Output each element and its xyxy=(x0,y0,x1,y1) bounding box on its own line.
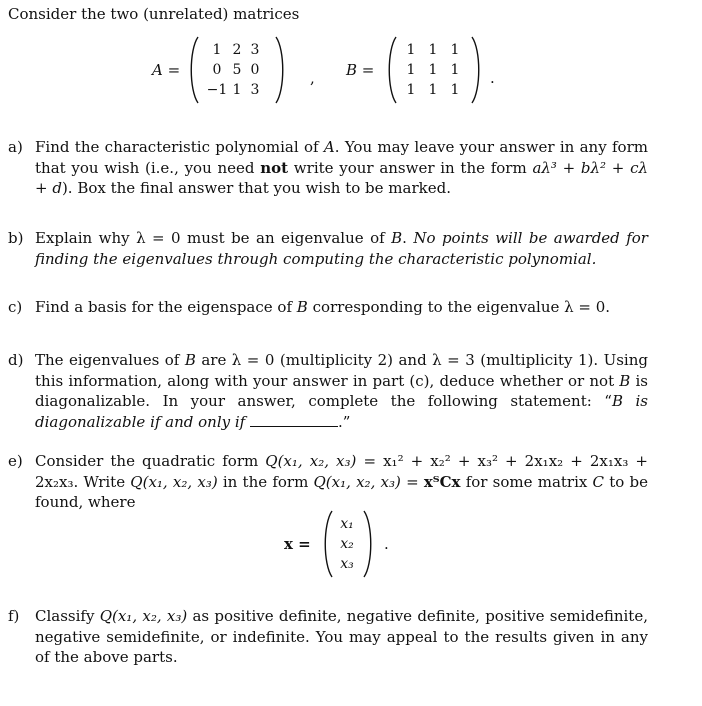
part-e-text: Consider the quadratic form Q(x₁, x₂, x₃) = x₁² + x₂² + x₃² + 2x₁x₂ + 2x₁x₃ + 2x₂x₃. Write Q(x₁, x₂, x₃) in the form Q(x₁, x₂, x₃) = xᵀCx for some matrix C to be found, where xyxy=(35,452,649,511)
matrix-b-cell: 1 xyxy=(428,42,438,58)
matrix-a-cell: 0 xyxy=(250,62,260,78)
matrix-b-right-paren xyxy=(470,36,484,104)
matrix-b-cell: 1 xyxy=(406,62,416,78)
part-e-label: e) xyxy=(8,452,23,470)
part-f xyxy=(8,606,648,668)
matrix-b-cell: 1 xyxy=(406,82,416,98)
x-vector-entries xyxy=(334,514,360,574)
matrix-b-cell: 1 xyxy=(450,42,460,58)
matrix-a-cell: 1 xyxy=(232,82,242,98)
matrix-a-cell: 5 xyxy=(232,62,242,78)
matrix-b-cell: 1 xyxy=(450,62,460,78)
matrix-a-grid xyxy=(206,40,264,100)
matrix-a-cell: 2 xyxy=(232,42,242,58)
matrix-a-label: A = xyxy=(152,61,181,79)
intro-text: Consider the two (unrelated) matrices xyxy=(8,5,300,23)
matrix-a-right-paren xyxy=(274,36,288,104)
part-c-text: Find a basis for the eigenspace of B corresponding to the eigenvalue λ = 0. xyxy=(35,298,611,316)
matrix-a-cell: 1 xyxy=(212,42,222,58)
part-b-label: b) xyxy=(8,229,24,247)
x-vector-entry: x₃ xyxy=(340,556,354,572)
matrix-b-cell: 1 xyxy=(428,82,438,98)
part-d xyxy=(8,350,648,432)
part-a-text: Find the characteristic polynomial of A. You may leave your answer in any form that you wish (i.e., you need not write your answer in the form aλ³ + bλ² + cλ + d). Box the final answer that you wish to be marked. xyxy=(35,138,648,197)
x-vector-label: x = xyxy=(284,535,311,553)
part-b-text: Explain why λ = 0 must be an eigenvalue of B. No points will be awarded for finding the eigenvalues through computing the characteristic polynomial. xyxy=(35,229,648,268)
matrix-b-period: . xyxy=(490,69,495,87)
part-b xyxy=(8,228,648,269)
matrices-display xyxy=(0,34,702,106)
part-c-label: c) xyxy=(8,298,23,316)
answer-blank xyxy=(250,412,338,427)
x-vector-entry: x₂ xyxy=(340,536,354,552)
x-vector-entry: x₁ xyxy=(340,516,354,532)
matrix-b-cell: 1 xyxy=(428,62,438,78)
x-vector-display xyxy=(0,510,702,578)
matrix-b-left-paren xyxy=(384,36,398,104)
matrix-a-left-paren xyxy=(186,36,200,104)
matrix-a-cell: 0 xyxy=(212,62,222,78)
matrix-b-grid xyxy=(400,40,466,100)
x-vector-period: . xyxy=(384,535,389,553)
part-d-label: d) xyxy=(8,351,24,369)
part-a-label: a) xyxy=(8,138,23,156)
part-c xyxy=(8,297,648,318)
part-f-label: f) xyxy=(8,607,20,625)
matrix-a-cell: 3 xyxy=(250,82,260,98)
part-e xyxy=(8,451,648,513)
part-a xyxy=(8,137,648,199)
matrix-a-comma: , xyxy=(310,69,315,87)
x-vector-left-paren xyxy=(320,510,334,578)
matrix-b-cell: 1 xyxy=(450,82,460,98)
part-d-text: The eigenvalues of B are λ = 0 (multiplicity 2) and λ = 3 (multiplicity 1). Using this information, along with your answer in part (c), deduce whether or not B is diagonalizable. In your answer, complete the following statement: “B is diagonalizable if and only if .” xyxy=(35,351,648,431)
matrix-b-label: B = xyxy=(346,61,375,79)
matrix-a-cell: 3 xyxy=(250,42,260,58)
matrix-b-cell: 1 xyxy=(406,42,416,58)
x-vector-right-paren xyxy=(362,510,376,578)
matrix-a-cell: −1 xyxy=(206,82,228,98)
part-f-text: Classify Q(x₁, x₂, x₃) as positive definite, negative definite, positive semidefinite, negative semidefinite, or indefinite. You may appeal to the results given in any of the above parts. xyxy=(35,607,648,666)
